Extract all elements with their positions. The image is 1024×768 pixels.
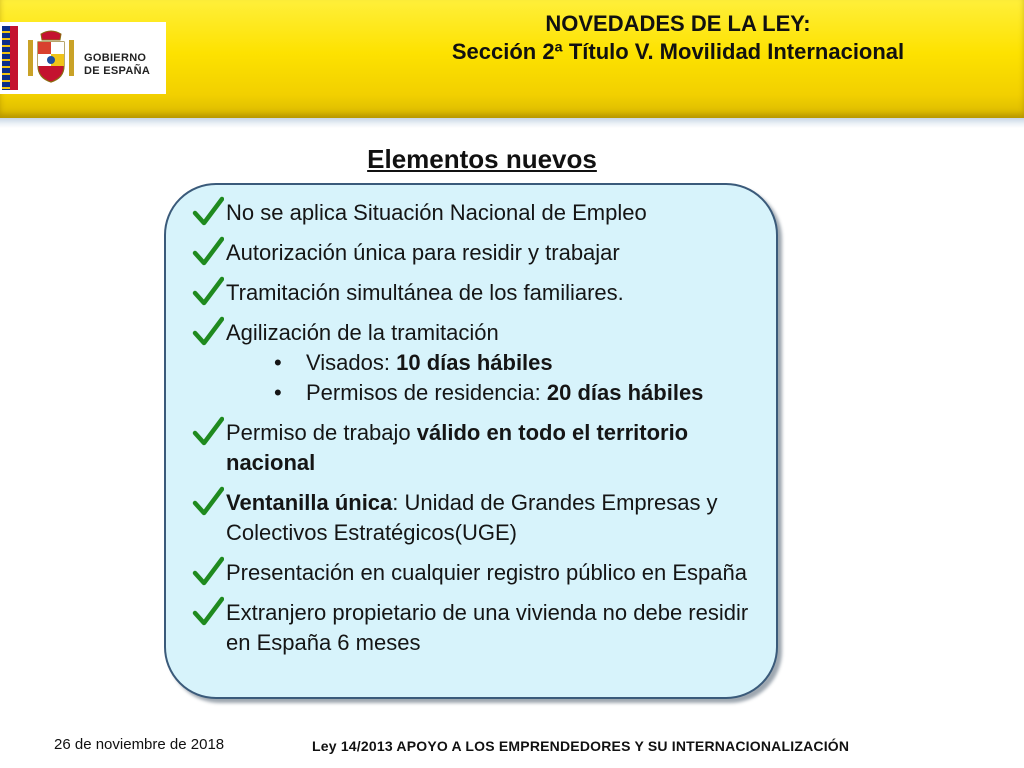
- checkmark-icon: [192, 276, 224, 308]
- checkmark-icon: [192, 486, 224, 518]
- header-band: [0, 0, 1024, 118]
- footer-law-title: Ley 14/2013 APOYO A LOS EMPRENDEDORES Y SU INTERNACIONALIZACIÓN: [312, 738, 850, 754]
- items-list: [192, 198, 767, 668]
- sub-item-bold: 20 días hábiles: [546, 380, 704, 405]
- footer-date: 26 de noviembre de 2018: [54, 736, 225, 753]
- sub-item-bold: 10 días hábiles: [396, 350, 553, 375]
- checkmark-icon: [192, 236, 224, 268]
- sub-item: [226, 348, 767, 378]
- checkmark-icon: [192, 316, 224, 348]
- header-shadow: [0, 118, 1024, 128]
- list-item: [192, 558, 767, 588]
- logo-text-line2: DE ESPAÑA: [84, 65, 151, 77]
- item-text: Autorización única para residir y trabajar: [226, 240, 620, 265]
- item-text-prefix: Permiso de trabajo: [226, 420, 417, 445]
- item-text-suffix: : Unidad de Grandes Empresas y Colectivos Estratégicos(UGE): [226, 490, 718, 545]
- list-item: [192, 598, 767, 658]
- coat-of-arms-icon: [26, 30, 76, 86]
- slide-title: [368, 10, 988, 66]
- item-text-bold: válido en todo el territorio nacional: [226, 420, 689, 475]
- item-text: Tramitación simultánea de los familiares.: [226, 280, 624, 305]
- section-title: Elementos nuevos: [367, 144, 597, 174]
- checkmark-icon: [192, 196, 224, 228]
- list-item: [192, 318, 767, 408]
- slide-title-line2: Sección 2ª Título V. Movilidad Internacional: [451, 39, 905, 64]
- sub-item: [226, 378, 767, 408]
- list-item: [192, 238, 767, 268]
- item-text: Presentación en cualquier registro público en España: [226, 560, 747, 585]
- item-text: No se aplica Situación Nacional de Empleo: [226, 200, 647, 225]
- list-item: [192, 488, 767, 548]
- item-text: Agilización de la tramitación: [226, 320, 499, 345]
- list-item: [192, 278, 767, 308]
- list-item: [192, 198, 767, 228]
- bullet-icon: •: [274, 380, 282, 405]
- checkmark-icon: [192, 556, 224, 588]
- bullet-icon: •: [274, 350, 282, 375]
- logo-text-line1: GOBIERNO: [84, 52, 147, 64]
- gobierno-logo: [0, 22, 166, 94]
- slide-title-line1: NOVEDADES DE LA LEY:: [545, 11, 811, 36]
- list-item: [192, 418, 767, 478]
- sub-item-prefix: Visados:: [306, 350, 397, 375]
- sub-item-prefix: Permisos de residencia:: [306, 380, 547, 405]
- item-text: Extranjero propietario de una vivienda no debe residir en España 6 meses: [226, 600, 749, 655]
- item-text-bold: Ventanilla única: [226, 490, 393, 515]
- checkmark-icon: [192, 416, 224, 448]
- flag-icon: [2, 26, 18, 90]
- checkmark-icon: [192, 596, 224, 628]
